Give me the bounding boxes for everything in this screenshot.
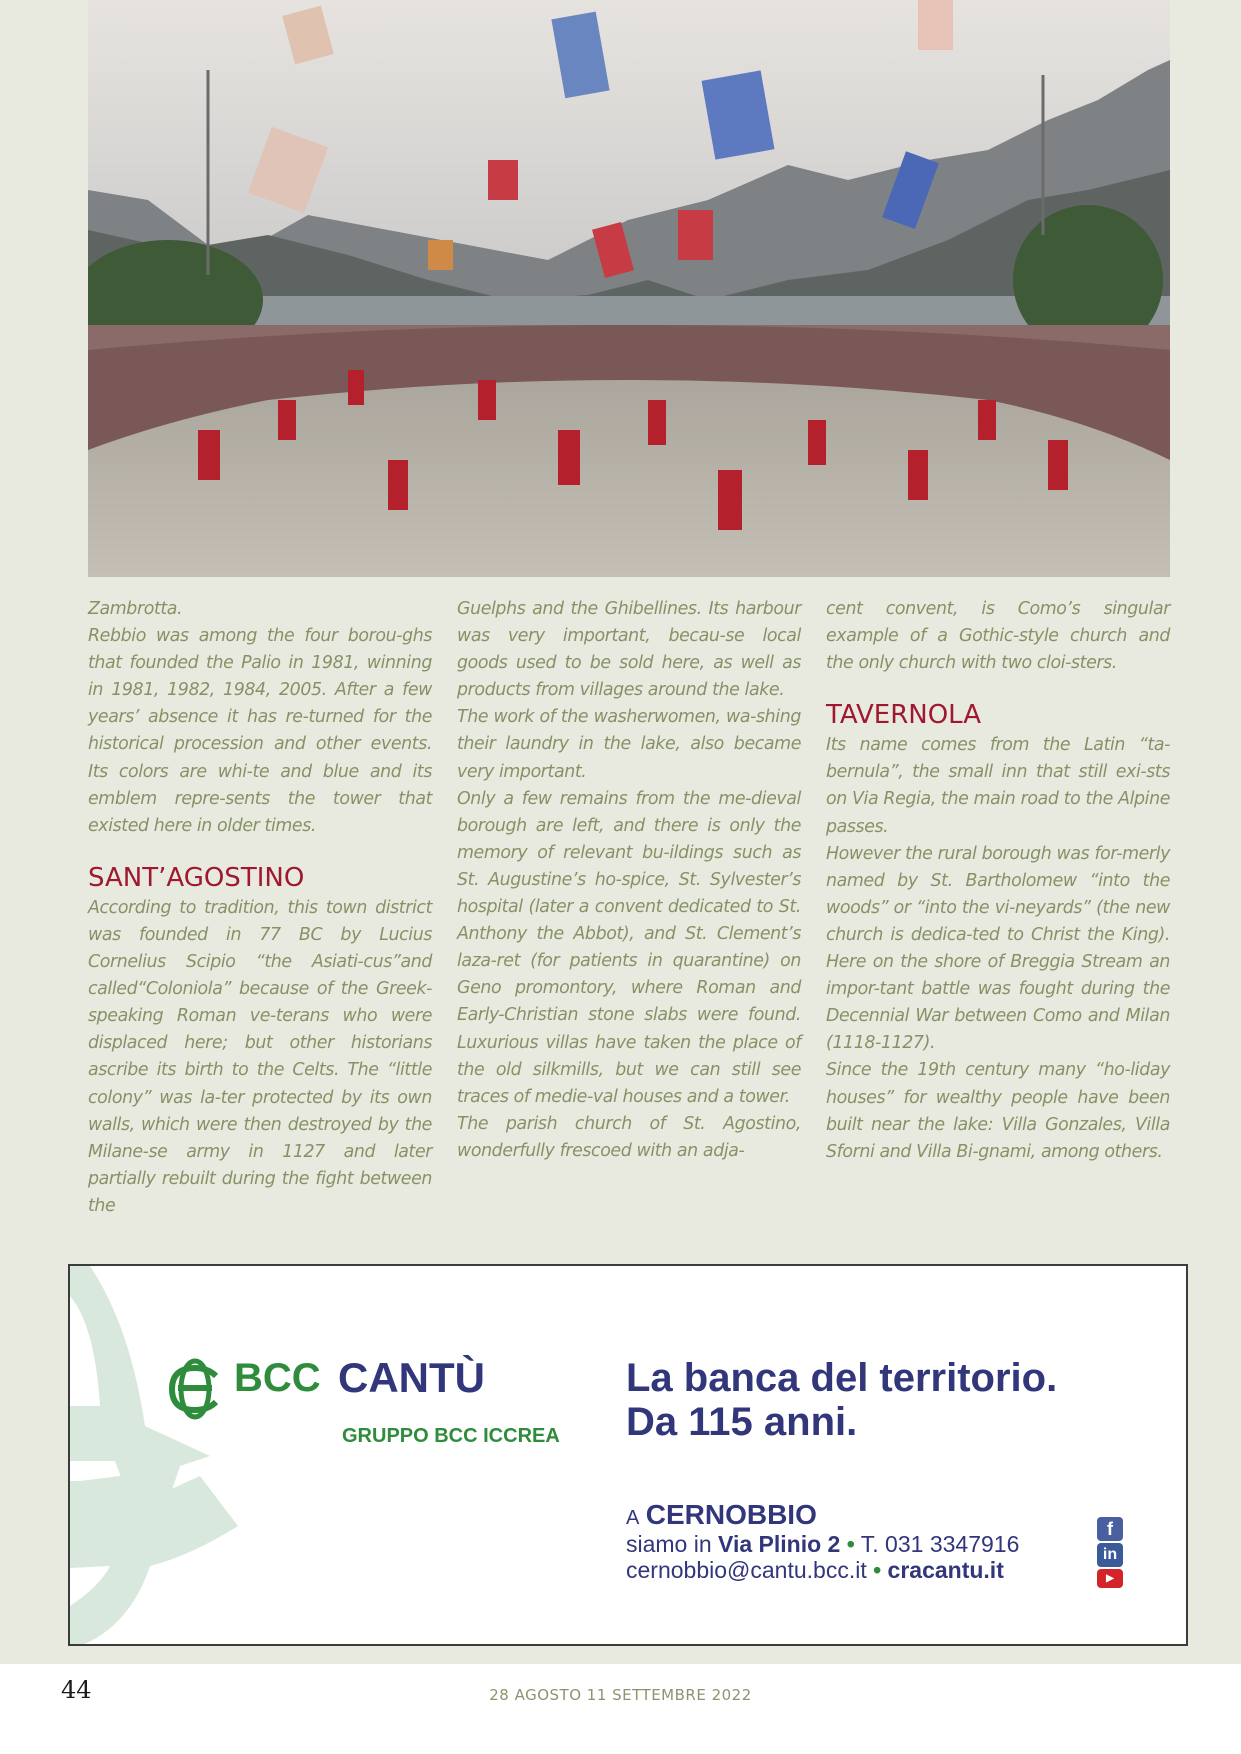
decorative-logo-watermark	[70, 1266, 370, 1646]
paragraph: The work of the washerwomen, wa-shing their laundry in the lake, also became very important.	[457, 707, 801, 782]
logo-group-text: GRUPPO BCC ICCREA	[342, 1425, 560, 1447]
branch-web-line	[626, 1557, 1019, 1583]
branch-email-link[interactable]: cernobbio@cantu.bcc.it	[626, 1557, 867, 1583]
photo-illustration	[88, 0, 1170, 577]
article-column-1	[88, 596, 432, 1220]
youtube-icon[interactable]: ▶	[1097, 1569, 1123, 1588]
article-column-3	[826, 596, 1170, 1166]
paragraph: Zambrotta.	[88, 599, 183, 619]
branch-location	[626, 1499, 1019, 1531]
page-number: 44	[61, 1676, 92, 1704]
branch-address: Via Plinio 2	[718, 1531, 841, 1557]
flag-throwers-photo	[88, 0, 1170, 577]
branch-contact	[626, 1499, 1020, 1583]
social-links	[1097, 1517, 1123, 1590]
paragraph: According to tradition, this town district was founded in 77 BC by Lucius Cornelius Scipio “the Asiati-cus”and called“Coloniola” because of the Greek-speaking Roman ve-terans who were displaced here; but other historians ascribe its birth to the Celts. The “little colony” was la-ter protected by its own walls, which were then destroyed by the Milane-se army in 1127 and later partially rebuilt during the fight between the	[88, 897, 432, 1216]
facebook-icon[interactable]: f	[1097, 1517, 1123, 1541]
separator-dot: •	[846, 1531, 855, 1557]
location-prefix: A	[626, 1507, 640, 1529]
issue-date: 28 AGOSTO 11 SETTEMBRE 2022	[489, 1686, 752, 1704]
article-column-2	[457, 596, 801, 1165]
separator-dot: •	[873, 1557, 882, 1583]
branch-city: CERNOBBIO	[645, 1499, 817, 1530]
linkedin-icon[interactable]: in	[1097, 1543, 1123, 1567]
branch-address-line	[626, 1531, 1019, 1557]
paragraph: Only a few remains from the me-dieval borough are left, and there is only the memory of relevant bu-ildings such as St. Augustine’s ho-spice, St. Sylvester’s hospital (later a convent dedicated to St. Anthony the Abbot), and St. Clement’s laza-ret (for patients in quarantine) on Geno promontory, where Roman and Early-Christian stone slabs were found. Luxurious villas have taken the place of the old silkmills, but we can still see traces of medie-val houses and a tower.	[457, 788, 801, 1107]
paragraph: cent convent, is Como’s singular example of a Gothic-style church and the only church with two cloi-sters.	[826, 599, 1170, 674]
address-prefix: siamo in	[626, 1531, 712, 1557]
paragraph: Guelphs and the Ghibellines. Its harbour was very important, becau-se local goods used to be sold here, as well as products from villages around the lake.	[457, 599, 801, 701]
section-heading-tavernola: TAVERNOLA	[826, 700, 982, 731]
logo-bcc-text: BCC	[234, 1356, 321, 1400]
branch-phone[interactable]: T. 031 3347916	[860, 1531, 1020, 1557]
paragraph: However the rural borough was for-merly named by St. Bartholomew “into the woods” or “into the vi-neyards” (the new church is dedica-ted to Christ the King). Here on the shore of Breggia Stream an impor-tant battle was fought during the Decennial War between Como and Milan (1118-1127).	[826, 843, 1170, 1054]
section-heading-santagostino: SANT’AGOSTINO	[88, 862, 305, 893]
slogan-line-2: Da 115 anni.	[626, 1400, 858, 1444]
ad-slogan	[626, 1356, 1057, 1444]
logo-cantu-text: CANTÙ	[338, 1354, 485, 1401]
paragraph: Since the 19th century many “ho-liday houses” for wealthy people have been built near the lake: Villa Gonzales, Villa Sforni and Villa Bi-gnami, among others.	[826, 1060, 1170, 1162]
paragraph: The parish church of St. Agostino, wonderfully frescoed with an adja-	[457, 1113, 801, 1161]
bcc-cantu-advertisement[interactable]	[68, 1264, 1188, 1646]
paragraph: Its name comes from the Latin “ta-bernula”, the small inn that still exi-sts on Via Regia, the main road to the Alpine passes.	[826, 735, 1170, 837]
bcc-logo-icon	[164, 1358, 226, 1420]
paragraph: Rebbio was among the four borou-ghs that founded the Palio in 1981, winning in 1981, 1982, 1984, 2005. After a few years’ absence it has re-turned for the historical procession and other events. Its colors are whi-te and blue and its emblem repre-sents the tower that existed here in older times.	[88, 626, 432, 836]
slogan-line-1: La banca del territorio.	[626, 1356, 1058, 1400]
website-link[interactable]: cracantu.it	[887, 1557, 1004, 1583]
